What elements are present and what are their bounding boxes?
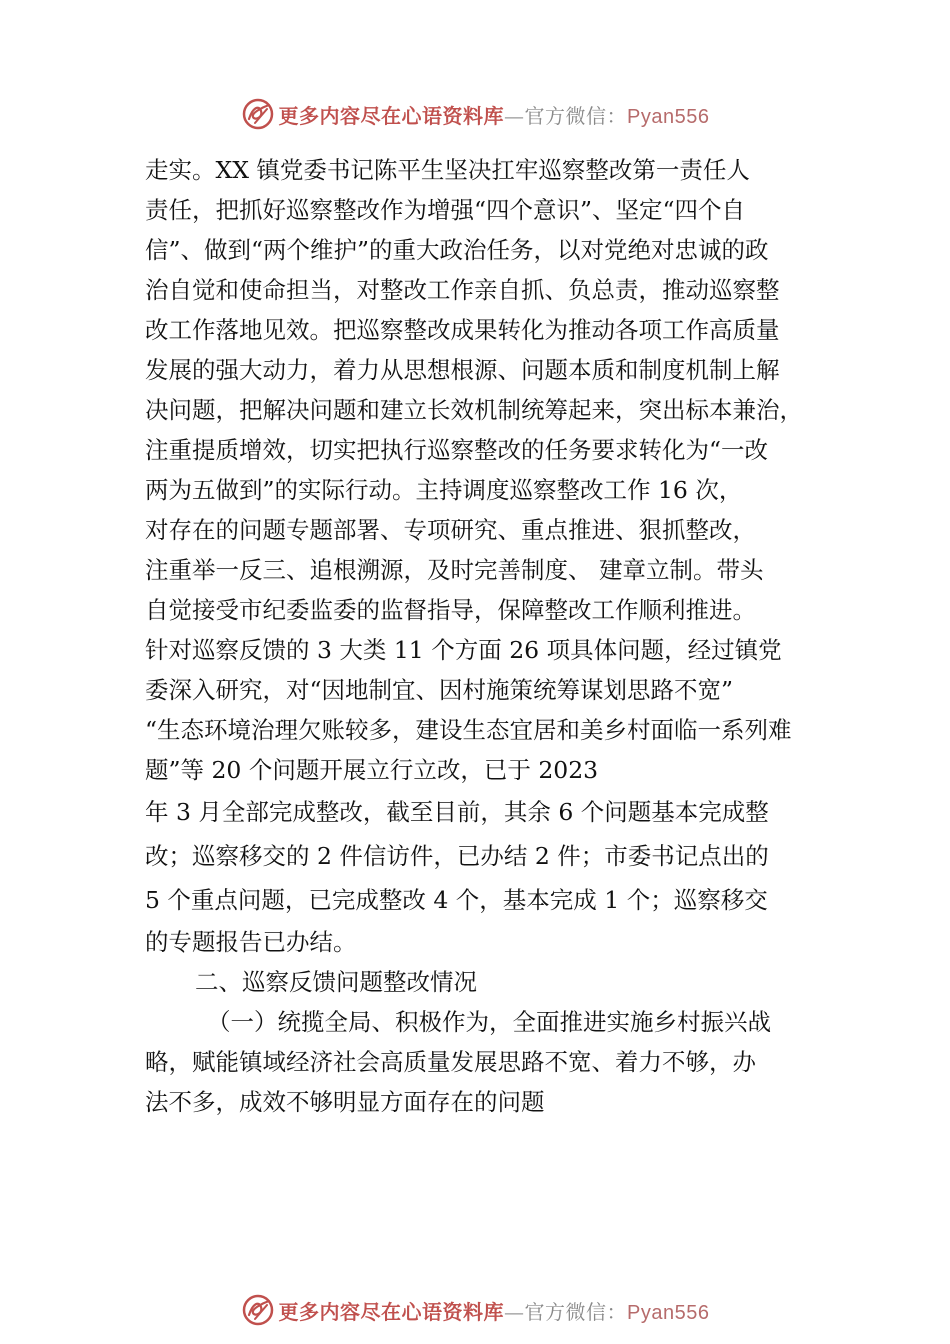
body-line: 责任，把抓好巡察整改作为增强“四个意识”、坚定“四个自 — [145, 196, 746, 224]
banner-text — [279, 100, 710, 129]
banner-brand: 更多内容尽在心语资料库 — [278, 1299, 505, 1324]
body-line: “生态环境治理欠账较多，建设生态宜居和美乡村面临一系列难 — [145, 716, 792, 744]
body-line: 两为五做到”的实际行动。主持调度巡察整改工作 16 次， — [145, 476, 743, 504]
subsection-line: 法不多，成效不够明显方面存在的问题 — [145, 1088, 545, 1116]
signature-logo-icon — [241, 97, 275, 131]
section-heading: 二、巡察反馈问题整改情况 — [195, 968, 477, 996]
banner-separator: — — [504, 103, 525, 128]
body-line: 改；巡察移交的 2 件信访件，已办结 2 件；市委书记点出的 — [145, 842, 769, 870]
banner-account: Pyan556 — [627, 1301, 710, 1324]
body-line: 自觉接受市纪委监委的监督指导，保障整改工作顺利推进。 — [145, 596, 756, 624]
body-line: 决问题，把解决问题和建立长效机制统筹起来，突出标本兼治， — [145, 396, 803, 424]
body-line: 发展的强大动力，着力从思想根源、问题本质和制度机制上解 — [145, 356, 780, 384]
body-line: 针对巡察反馈的 3 大类 11 个方面 26 项具体问题，经过镇党 — [145, 636, 782, 664]
banner-text — [279, 1296, 710, 1325]
banner-separator: — — [504, 1299, 525, 1324]
body-line: 治自觉和使命担当，对整改工作亲自抓、负总责，推动巡察整 — [145, 276, 780, 304]
banner-account: Pyan556 — [627, 105, 710, 128]
body-line: 年 3 月全部完成整改，截至目前，其余 6 个问题基本完成整 — [145, 798, 769, 826]
body-line: 5 个重点问题，已完成整改 4 个，基本完成 1 个；巡察移交 — [145, 886, 768, 914]
header-banner — [0, 94, 950, 134]
document-body — [145, 150, 845, 1122]
banner-official-label: 官方微信： — [524, 1299, 628, 1324]
body-line: 信”、做到“两个维护”的重大政治任务，以对党绝对忠诚的政 — [145, 236, 769, 264]
banner-official-label: 官方微信： — [524, 103, 628, 128]
subsection-line: （一）统揽全局、积极作为，全面推进实施乡村振兴战 — [207, 1008, 771, 1036]
body-line: 改工作落地见效。把巡察整改成果转化为推动各项工作高质量 — [145, 316, 780, 344]
body-line: 的专题报告已办结。 — [145, 928, 357, 956]
banner-brand: 更多内容尽在心语资料库 — [278, 103, 505, 128]
body-line: 注重举一反三、追根溯源，及时完善制度、 建章立制。带头 — [145, 556, 764, 584]
body-line: 题”等 20 个问题开展立行立改，已于 2023 — [145, 756, 599, 784]
body-line: 走实。XX 镇党委书记陈平生坚决扛牢巡察整改第一责任人 — [145, 156, 750, 184]
body-line: 委深入研究，对“因地制宜、因村施策统筹谋划思路不宽” — [145, 676, 734, 704]
body-line: 注重提质增效，切实把执行巡察整改的任务要求转化为“一改 — [145, 436, 769, 464]
signature-logo-icon — [241, 1293, 275, 1327]
subsection-line: 略，赋能镇域经济社会高质量发展思路不宽、着力不够，办 — [145, 1048, 756, 1076]
body-line: 对存在的问题专题部署、专项研究、重点推进、狠抓整改， — [145, 516, 756, 544]
footer-banner — [0, 1290, 950, 1330]
